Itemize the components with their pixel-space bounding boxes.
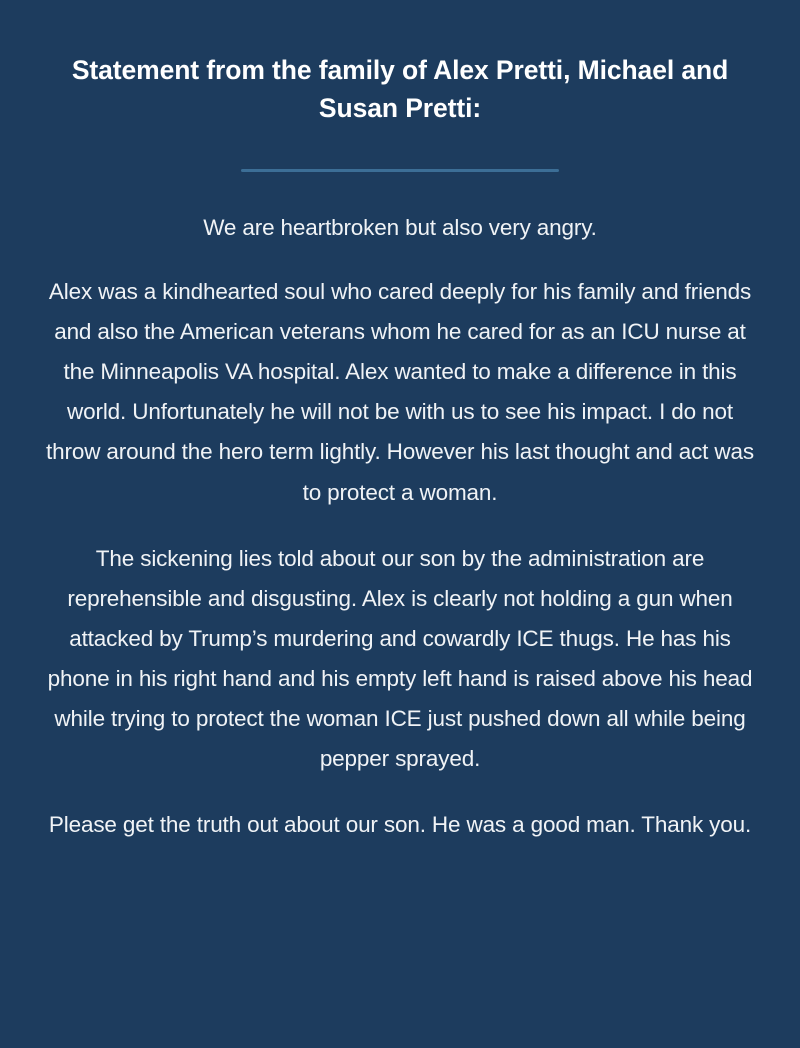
statement-body bbox=[38, 208, 762, 845]
statement-paragraph: Please get the truth out about our son. He was a good man. Thank you. bbox=[48, 811, 752, 837]
page-title: Statement from the family of Alex Pretti, Michael and Susan Pretti: bbox=[71, 55, 729, 123]
title-divider bbox=[241, 169, 559, 172]
statement-paragraph: Alex was a kindhearted soul who cared deeply for his family and friends and also the American veterans whom he cared for as an ICU nurse at the Minneapolis VA hospital. Alex wanted to make a difference in this world. Unfortunately he will not be with us to see his impact. I do not throw around the hero term lightly. However his last thought and act was to protect a woman. bbox=[46, 279, 754, 505]
statement-paragraph: We are heartbroken but also very angry. bbox=[203, 215, 597, 241]
statement-paragraph: The sickening lies told about our son by the administration are reprehensible and disgusting. Alex is clearly not holding a gun when attacked by Trump’s murdering and cowardly ICE thugs. He has his phone in his right hand and his empty left hand is raised above his head while trying to protect the woman ICE just pushed down all while being pepper sprayed. bbox=[47, 545, 753, 771]
